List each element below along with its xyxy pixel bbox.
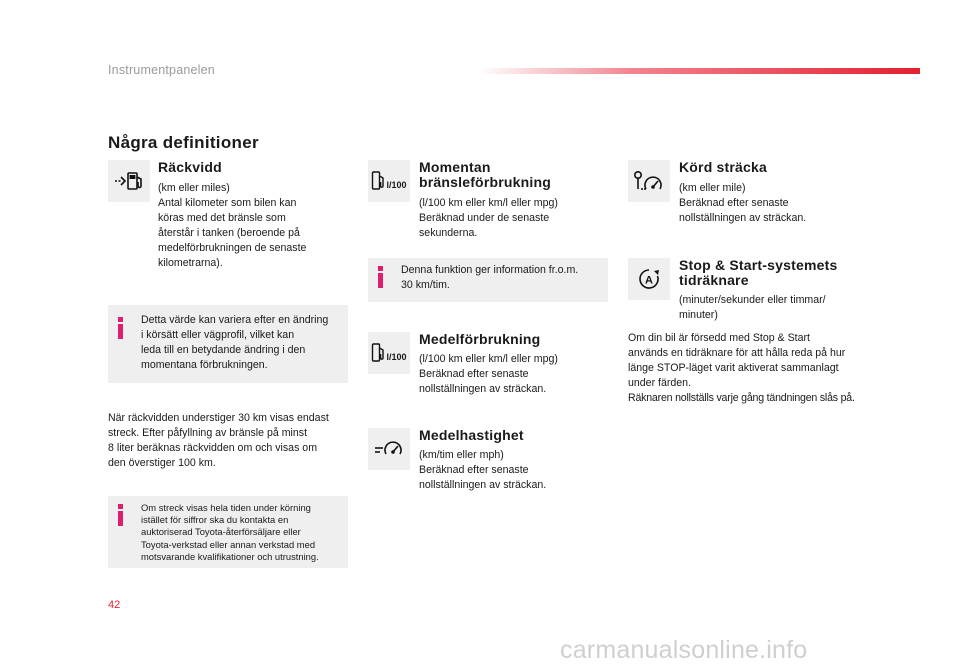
info-icon [375, 266, 387, 288]
info-box-speed [368, 258, 608, 302]
average-speed-icon [372, 438, 406, 460]
info-box-speed-text: Denna funktion ger information fr.o.m. 30 km/tim. [401, 264, 579, 291]
page-title: Några definitioner [108, 133, 259, 152]
range-dashes-paragraph: När räckvidden understiger 30 km visas endast streck. Efter påfyllning av bränsle på minst 8 liter beräknas räckvidden om och visas om den överstiger 100 km. [108, 412, 329, 469]
rackvidd-title: Räckvidd [158, 159, 222, 175]
stop-start-icon-box [628, 258, 670, 300]
info-box-variation-text: Detta värde kan variera efter en ändring i körsätt eller vägprofil, vilket kan leda till en betydande ändring i den momentana förbrukningen. [141, 314, 329, 371]
fuel-pump-icon [371, 170, 385, 192]
average-speed-icon-box [368, 428, 410, 470]
info-box-dashes [108, 496, 348, 568]
watermark: carmanualsonline.info [560, 636, 808, 664]
momentan-title: Momentan bränsleförbrukning [419, 159, 551, 190]
medel-text: (l/100 km eller km/l eller mpg) Beräknad efter senaste nollställningen av sträckan. [419, 353, 558, 395]
stop-start-icon [636, 266, 662, 292]
stopstart-title: Stop & Start-systemets tidräknare [679, 257, 838, 288]
instant-consumption-icon-label: l/100 [386, 180, 407, 190]
info-icon [115, 504, 127, 526]
average-consumption-icon-box [368, 332, 410, 374]
stop-start-paragraph: Om din bil är försedd med Stop & Start används en tidräknare för att hålla reda på hur länge STOP-läget varit aktiverat sammanlagt under färden. Räknaren nollställs varje gång tändningen slås på. [628, 332, 855, 404]
page-number: 42 [108, 599, 121, 611]
medelhast-title: Medelhastighet [419, 427, 524, 443]
instant-consumption-icon-box [368, 160, 410, 202]
distance-icon-box [628, 160, 670, 202]
momentan-text: (l/100 km eller km/l eller mpg) Beräknad under de senaste sekunderna. [419, 197, 558, 239]
medelhast-text: (km/tim eller mph) Beräknad efter senaste nollställningen av sträckan. [419, 449, 547, 491]
range-icon-box [108, 160, 150, 202]
stop-start-icon-letter: A [645, 274, 653, 287]
distance-travelled-icon [632, 169, 666, 193]
kord-title: Körd sträcka [679, 159, 767, 175]
kord-text: (km eller mile) Beräknad efter senaste nollställningen av sträckan. [679, 182, 807, 224]
medel-title: Medelförbrukning [419, 331, 541, 347]
header-title: Instrumentpanelen [108, 63, 215, 77]
stopstart-text: (minuter/sekunder eller timmar/ minuter) [679, 294, 826, 321]
average-consumption-icon-label: l/100 [386, 352, 407, 362]
range-icon [111, 170, 147, 192]
fuel-pump-icon [371, 342, 385, 364]
rackvidd-text: (km eller miles) Antal kilometer som bilen kan köras med det bränsle som återstår i tanken (beroende på medelförbrukningen de senaste kilometrarna). [158, 182, 307, 269]
info-box-dashes-text: Om streck visas hela tiden under körning istället för siffror ska du kontakta en auktoriserad Toyota-återförsäljare eller Toyota-verkstad eller annan verkstad med motsvarande kvalifikationer och utrustning. [141, 502, 319, 562]
info-box-variation [108, 305, 348, 383]
info-icon [115, 317, 127, 339]
header-accent-bar [478, 68, 920, 74]
